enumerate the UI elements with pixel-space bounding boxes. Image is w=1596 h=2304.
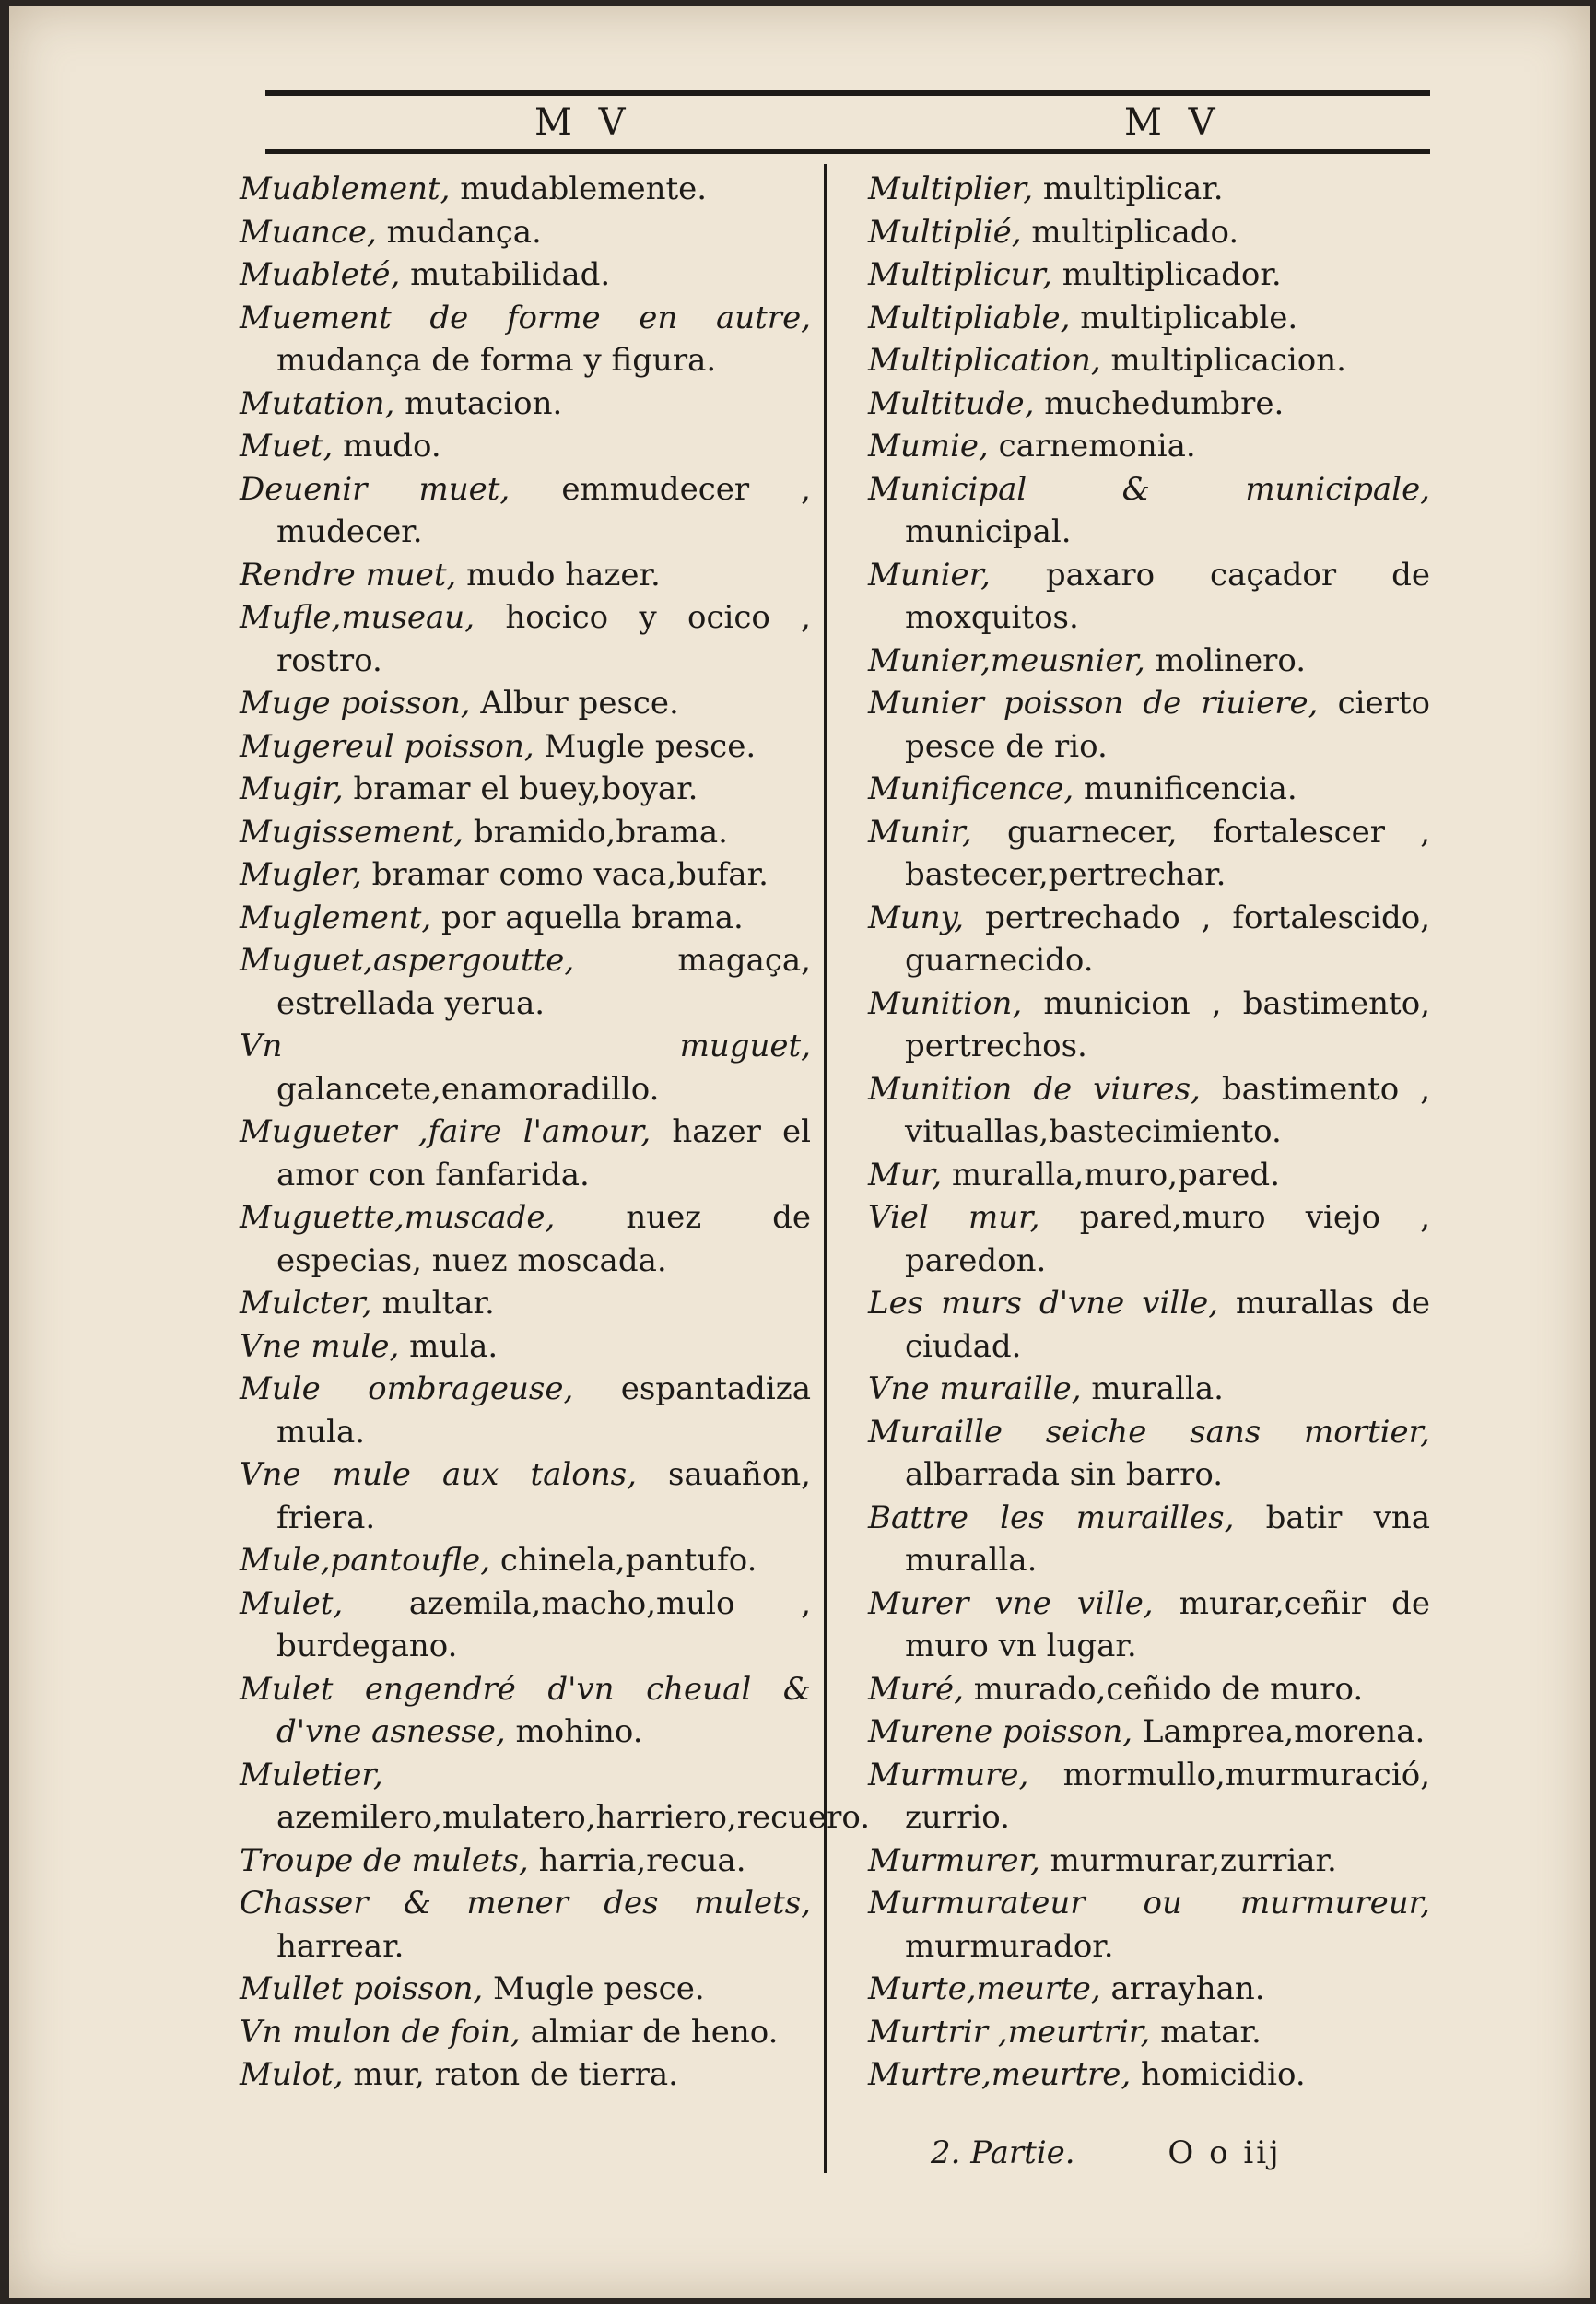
entry-translation: mur, raton de tierra. [353, 2056, 678, 2093]
dictionary-entry [240, 1668, 811, 1754]
dictionary-entry [240, 297, 811, 382]
dictionary-entry [240, 1539, 811, 1582]
dictionary-entry [868, 1411, 1430, 1497]
dictionary-entry [240, 1111, 811, 1196]
entry-headword: Munition, [868, 984, 1023, 1022]
entry-translation: pared,muro viejo , paredon. [905, 1199, 1430, 1279]
entry-translation: multiplicable. [1080, 299, 1298, 336]
entry-headword: Muement de forme en autre, [240, 299, 811, 336]
dictionary-entry [868, 554, 1430, 640]
dictionary-entry [868, 425, 1430, 468]
entry-headword: Les murs d'vne ville, [868, 1285, 1219, 1322]
entry-translation: almiar de heno. [530, 2013, 779, 2051]
entry-translation: cierto pesce de rio. [905, 685, 1430, 765]
dictionary-entry [868, 640, 1430, 683]
entry-headword: Murmurer, [868, 1841, 1040, 1879]
entry-headword: Vn mulon de foin, [240, 2013, 521, 2051]
entry-translation: multiplicado. [1031, 213, 1239, 251]
entry-translation: galancete,enamoradillo. [276, 1070, 660, 1108]
entry-headword: Muguette,muscade, [240, 1199, 556, 1236]
entry-headword: Muglement, [240, 899, 432, 936]
dictionary-entry [868, 768, 1430, 811]
dictionary-entry [868, 1968, 1430, 2011]
entry-headword: Mugueter ,faire l'amour, [240, 1113, 651, 1150]
entry-headword: Muet, [240, 428, 334, 464]
entry-translation: mohino. [515, 1713, 643, 1750]
footer-signature: O o iij [1168, 2134, 1282, 2171]
entry-translation: murar,ceñir de muro vn lugar. [905, 1584, 1430, 1664]
entry-headword: Multitude, [868, 384, 1035, 422]
entry-headword: Mutation, [240, 384, 395, 422]
entry-translation: mudo. [343, 428, 441, 464]
dictionary-entry [240, 1582, 811, 1668]
entry-headword: Murmurateur ou murmureur, [868, 1885, 1430, 1922]
dictionary-entry [240, 253, 811, 297]
dictionary-entry [240, 1282, 811, 1325]
dictionary-entry [868, 1710, 1430, 1754]
dictionary-entry [868, 1754, 1430, 1840]
top-rule [265, 90, 1430, 96]
dictionary-entry [240, 768, 811, 811]
entry-headword: Muletier, [240, 1756, 383, 1793]
entry-translation: Mugle pesce. [493, 1970, 705, 2007]
dictionary-entry [240, 2053, 811, 2097]
entry-translation: mudo hazer. [466, 556, 661, 594]
entry-translation: mudablemente. [460, 170, 708, 207]
dictionary-entry [868, 1196, 1430, 1282]
entry-headword: Municipal & municipale, [868, 470, 1430, 508]
entry-headword: Mur, [868, 1156, 943, 1193]
entry-translation: hazer el amor con fanfarida. [276, 1113, 811, 1193]
entry-translation: mudança. [386, 213, 542, 251]
entry-headword: Murene poisson, [868, 1713, 1133, 1750]
dictionary-entry [240, 1196, 811, 1282]
entry-headword: Murer vne ville, [868, 1584, 1154, 1622]
entry-headword: Mule,pantoufle, [240, 1542, 491, 1579]
dictionary-entry [868, 1154, 1430, 1197]
dictionary-entry [868, 1068, 1430, 1154]
dictionary-entry [868, 211, 1430, 254]
entry-headword: Mullet poisson, [240, 1970, 484, 2007]
entry-translation: molinero. [1155, 641, 1307, 679]
dictionary-entry [240, 682, 811, 725]
entry-translation: azemila,macho,mulo , burdegano. [276, 1584, 811, 1664]
entry-headword: Mufle,museau, [240, 599, 475, 636]
dictionary-entry [240, 897, 811, 940]
dictionary-entry [240, 1025, 811, 1111]
entry-translation: municipal. [905, 513, 1072, 550]
entry-translation: mudança de forma y figura. [276, 342, 717, 379]
entry-headword: Mugler, [240, 856, 362, 893]
entry-translation: murmurar,zurriar. [1050, 1841, 1337, 1879]
entry-headword: Vne mule aux talons, [240, 1456, 637, 1493]
entry-headword: Chasser & mener des mulets, [240, 1885, 811, 1922]
entry-headword: Muraille seiche sans mortier, [868, 1413, 1430, 1451]
dictionary-entry [240, 1968, 811, 2011]
entry-headword: Murmure, [868, 1756, 1029, 1793]
entry-headword: Multipliable, [868, 299, 1071, 336]
header-left: M V [534, 101, 633, 144]
entry-translation: paxaro caçador de moxquitos. [905, 556, 1430, 636]
dictionary-entry [240, 1453, 811, 1539]
dictionary-entry [240, 211, 811, 254]
entry-translation: multiplicar. [1042, 170, 1224, 207]
entry-translation: matar. [1160, 2013, 1262, 2051]
dictionary-entry [868, 682, 1430, 768]
dictionary-entry [240, 425, 811, 468]
dictionary-entry [868, 1840, 1430, 1883]
dictionary-entry [868, 2053, 1430, 2097]
dictionary-entry [868, 1368, 1430, 1411]
entry-translation: multiplicador. [1062, 256, 1282, 293]
entry-headword: Vn muguet, [240, 1028, 811, 1064]
entry-headword: Viel mur, [868, 1199, 1040, 1236]
footer-part: 2. Partie. [931, 2134, 1075, 2171]
entry-translation: homicidio. [1140, 2056, 1306, 2093]
entry-translation: muralla,muro,pared. [951, 1156, 1280, 1193]
entry-headword: Mumie, [868, 428, 989, 464]
entry-headword: Munition de viures, [868, 1070, 1201, 1108]
entry-headword: Multiplication, [868, 342, 1101, 379]
dictionary-entry [240, 853, 811, 897]
entry-headword: Munir, [868, 813, 972, 851]
dictionary-entry [868, 1582, 1430, 1668]
entry-translation: batir vna muralla. [905, 1499, 1430, 1579]
page-footer [931, 2134, 1282, 2171]
entry-translation: muchedumbre. [1044, 384, 1285, 422]
entry-headword: Muance, [240, 213, 377, 251]
entry-headword: Mulcter, [240, 1285, 372, 1322]
dictionary-entry [868, 2011, 1430, 2054]
entry-headword: Mugir, [240, 770, 344, 807]
dictionary-entry [240, 725, 811, 769]
entry-translation: mula. [409, 1327, 499, 1365]
entry-headword: Troupe de mulets, [240, 1841, 529, 1879]
entry-translation: Lamprea,morena. [1142, 1713, 1426, 1750]
entry-headword: Mulet, [240, 1584, 344, 1622]
dictionary-entry [240, 382, 811, 426]
dictionary-entry [240, 1882, 811, 1968]
dictionary-entry [240, 468, 811, 554]
entry-translation: mutabilidad. [410, 256, 611, 293]
entry-headword: Munificence, [868, 770, 1074, 807]
dictionary-entry [240, 1840, 811, 1883]
dictionary-entry [868, 1668, 1430, 1711]
dictionary-entry [868, 1882, 1430, 1968]
entry-translation: arrayhan. [1110, 1970, 1265, 2007]
dictionary-entry [868, 168, 1430, 211]
entry-translation: mormullo,murmuració, zurrio. [905, 1756, 1430, 1836]
entry-headword: Mulot, [240, 2056, 344, 2093]
entry-translation: muralla. [1091, 1370, 1224, 1407]
dictionary-entry [868, 811, 1430, 897]
entry-headword: Munier, [868, 556, 991, 594]
entry-translation: Albur pesce. [480, 685, 679, 722]
dictionary-entry [240, 596, 811, 682]
entry-translation: municion , bastimento, pertrechos. [905, 984, 1431, 1064]
entry-translation: murallas de ciudad. [905, 1285, 1430, 1365]
entry-headword: Deuenir muet, [240, 470, 510, 508]
entry-headword: Mugissement, [240, 813, 464, 851]
dictionary-entry [868, 297, 1430, 340]
entry-headword: Muablement, [240, 170, 451, 207]
entry-headword: Mugereul poisson, [240, 727, 534, 765]
column-divider [824, 164, 827, 2173]
dictionary-entry [240, 1368, 811, 1453]
entry-headword: Muny, [868, 899, 965, 936]
dictionary-entry [868, 382, 1430, 426]
entry-translation: bastimento , vituallas,bastecimiento. [905, 1070, 1431, 1150]
dictionary-entry [868, 982, 1430, 1068]
dictionary-entry [240, 2011, 811, 2054]
entry-translation: albarrada sin barro. [905, 1456, 1224, 1493]
entry-headword: Multiplier, [868, 170, 1034, 207]
right-column [868, 168, 1430, 2097]
entry-headword: Muableté, [240, 256, 401, 293]
entry-translation: nuez de especias, nuez moscada. [276, 1199, 811, 1279]
entry-translation: multar. [381, 1285, 495, 1322]
entry-translation: sauañon, friera. [276, 1456, 811, 1536]
dictionary-entry [868, 1497, 1430, 1582]
left-column [240, 168, 871, 2097]
entry-translation: carnemonia. [998, 428, 1196, 464]
entry-headword: Muré, [868, 1670, 964, 1708]
entry-translation: por aquella brama. [441, 899, 744, 936]
dictionary-entry [868, 253, 1430, 297]
entry-translation: emmudecer , mudecer. [276, 470, 811, 550]
dictionary-entry [240, 811, 811, 854]
entry-headword: Battre les murailles, [868, 1499, 1235, 1536]
entry-headword: Murte,meurte, [868, 1970, 1101, 2007]
entry-translation: harrear. [276, 1927, 405, 1965]
dictionary-entry [868, 468, 1430, 554]
entry-headword: Vne mule, [240, 1327, 400, 1365]
entry-headword: Mulet engendré d'vn cheual & d'vne asnesse, [240, 1670, 811, 1750]
entry-headword: Muguet,aspergoutte, [240, 942, 575, 979]
entry-translation: multiplicacion. [1110, 342, 1346, 379]
entry-translation: mutacion. [405, 384, 563, 422]
entry-translation: espantadiza mula. [276, 1370, 811, 1451]
dictionary-entry [240, 168, 811, 211]
entry-translation: azemilero,mulatero,harriero,recuero. [276, 1799, 871, 1836]
entry-headword: Munier,meusnier, [868, 641, 1145, 679]
entry-translation: murmurador. [905, 1927, 1114, 1965]
dictionary-entry [868, 339, 1430, 382]
entry-headword: Mule ombrageuse, [240, 1370, 574, 1407]
entry-headword: Murtrir ,meurtrir, [868, 2013, 1151, 2051]
dictionary-entry [868, 1282, 1430, 1368]
entry-headword: Munier poisson de riuiere, [868, 685, 1319, 722]
dictionary-entry [240, 1325, 811, 1369]
entry-translation: magaça, estrellada yerua. [276, 942, 811, 1022]
entry-headword: Muge poisson, [240, 685, 471, 722]
entry-translation: munificencia. [1084, 770, 1297, 807]
book-page [9, 6, 1590, 2298]
header-rule [265, 149, 1430, 154]
dictionary-entry [240, 1754, 871, 1840]
entry-headword: Vne muraille, [868, 1370, 1082, 1407]
entry-translation: bramido,brama. [473, 813, 728, 851]
entry-translation: guarnecer, fortalescer , bastecer,pertrechar. [905, 813, 1431, 893]
entry-translation: murado,ceñido de muro. [973, 1670, 1364, 1708]
entry-translation: bramar como vaca,bufar. [371, 856, 769, 893]
entry-headword: Multiplié, [868, 213, 1022, 251]
entry-translation: harria,recua. [538, 1841, 746, 1879]
entry-translation: hocico y ocico , rostro. [276, 599, 811, 679]
entry-headword: Murtre,meurtre, [868, 2056, 1132, 2093]
entry-translation: chinela,pantufo. [499, 1542, 757, 1579]
entry-translation: bramar el buey,boyar. [353, 770, 698, 807]
entry-translation: pertrechado , fortalescido, guarnecido. [905, 899, 1431, 979]
dictionary-entry [868, 897, 1430, 982]
entry-headword: Rendre muet, [240, 556, 457, 594]
dictionary-entry [240, 554, 811, 597]
dictionary-entry [240, 939, 811, 1025]
entry-headword: Multiplicur, [868, 256, 1052, 293]
header-right: M V [1124, 101, 1223, 144]
entry-translation: Mugle pesce. [544, 727, 757, 765]
